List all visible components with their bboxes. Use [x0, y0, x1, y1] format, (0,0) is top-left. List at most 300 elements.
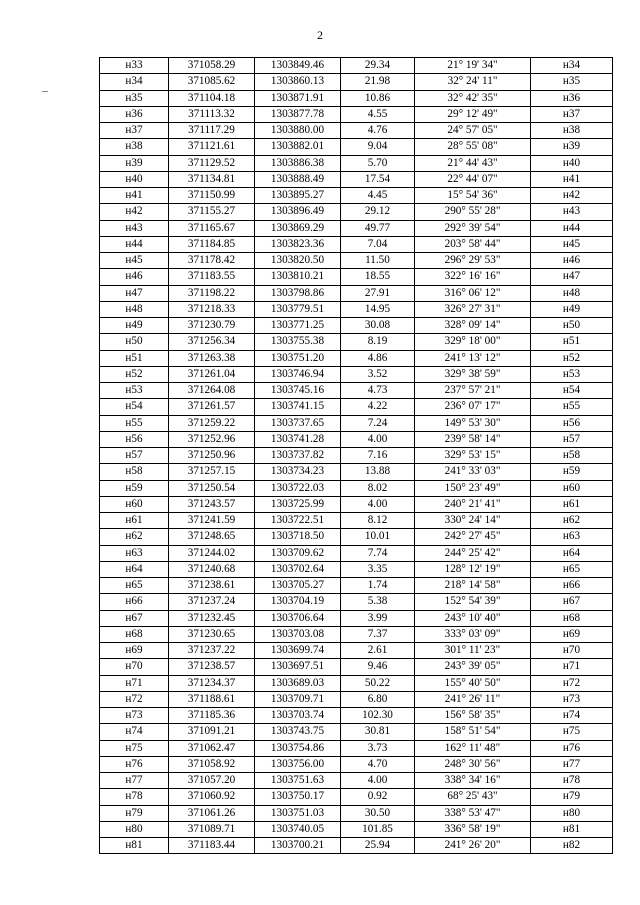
point-from-cell: н35: [100, 90, 169, 106]
y-coordinate-cell: 1303754.86: [255, 740, 341, 756]
point-from-cell: н60: [100, 496, 169, 512]
point-to-cell: н43: [531, 204, 613, 220]
bearing-cell: 241° 26' 11": [415, 691, 531, 707]
x-coordinate-cell: 371134.81: [169, 171, 255, 187]
point-to-cell: н60: [531, 480, 613, 496]
x-coordinate-cell: 371185.36: [169, 708, 255, 724]
x-coordinate-cell: 371230.65: [169, 626, 255, 642]
distance-cell: 4.76: [341, 123, 415, 139]
bearing-cell: 21° 19' 34": [415, 58, 531, 74]
bearing-cell: 292° 39' 54": [415, 220, 531, 236]
point-to-cell: н51: [531, 334, 613, 350]
distance-cell: 6.80: [341, 691, 415, 707]
distance-cell: 13.88: [341, 464, 415, 480]
bearing-cell: 329° 53' 15": [415, 448, 531, 464]
point-to-cell: н69: [531, 626, 613, 642]
y-coordinate-cell: 1303722.03: [255, 480, 341, 496]
point-from-cell: н54: [100, 399, 169, 415]
distance-cell: 18.55: [341, 269, 415, 285]
bearing-cell: 28° 55' 08": [415, 139, 531, 155]
point-from-cell: н63: [100, 545, 169, 561]
y-coordinate-cell: 1303740.05: [255, 821, 341, 837]
table-row: [100, 399, 613, 415]
distance-cell: 4.00: [341, 431, 415, 447]
point-to-cell: н80: [531, 805, 613, 821]
point-from-cell: н70: [100, 659, 169, 675]
distance-cell: 10.01: [341, 529, 415, 545]
point-to-cell: н52: [531, 350, 613, 366]
point-from-cell: н66: [100, 594, 169, 610]
point-from-cell: н33: [100, 58, 169, 74]
table-row: [100, 123, 613, 139]
x-coordinate-cell: 371104.18: [169, 90, 255, 106]
y-coordinate-cell: 1303771.25: [255, 318, 341, 334]
x-coordinate-cell: 371150.99: [169, 188, 255, 204]
point-to-cell: н41: [531, 171, 613, 187]
y-coordinate-cell: 1303699.74: [255, 643, 341, 659]
point-to-cell: н63: [531, 529, 613, 545]
bearing-cell: 296° 29' 53": [415, 253, 531, 269]
bearing-cell: 338° 53' 47": [415, 805, 531, 821]
bearing-cell: 237° 57' 21": [415, 383, 531, 399]
point-from-cell: н43: [100, 220, 169, 236]
distance-cell: 25.94: [341, 838, 415, 854]
table-row: [100, 659, 613, 675]
point-to-cell: н73: [531, 691, 613, 707]
table-row: [100, 220, 613, 236]
distance-cell: 7.04: [341, 236, 415, 252]
y-coordinate-cell: 1303751.63: [255, 773, 341, 789]
bearing-cell: 244° 25' 42": [415, 545, 531, 561]
x-coordinate-cell: 371183.55: [169, 269, 255, 285]
point-to-cell: н56: [531, 415, 613, 431]
distance-cell: 10.86: [341, 90, 415, 106]
distance-cell: 17.54: [341, 171, 415, 187]
x-coordinate-cell: 371257.15: [169, 464, 255, 480]
y-coordinate-cell: 1303755.38: [255, 334, 341, 350]
point-to-cell: н67: [531, 594, 613, 610]
y-coordinate-cell: 1303756.00: [255, 756, 341, 772]
x-coordinate-cell: 371089.71: [169, 821, 255, 837]
x-coordinate-cell: 371117.29: [169, 123, 255, 139]
point-to-cell: н72: [531, 675, 613, 691]
y-coordinate-cell: 1303700.21: [255, 838, 341, 854]
point-from-cell: н80: [100, 821, 169, 837]
table-row: [100, 106, 613, 122]
distance-cell: 14.95: [341, 301, 415, 317]
y-coordinate-cell: 1303820.50: [255, 253, 341, 269]
y-coordinate-cell: 1303741.15: [255, 399, 341, 415]
x-coordinate-cell: 371237.24: [169, 594, 255, 610]
point-from-cell: н47: [100, 285, 169, 301]
bearing-cell: 21° 44' 43": [415, 155, 531, 171]
bearing-cell: 241° 13' 12": [415, 350, 531, 366]
distance-cell: 5.70: [341, 155, 415, 171]
margin-mark: [42, 91, 48, 92]
y-coordinate-cell: 1303896.49: [255, 204, 341, 220]
table-row: [100, 171, 613, 187]
table-row: [100, 691, 613, 707]
bearing-cell: 29° 12' 49": [415, 106, 531, 122]
bearing-cell: 329° 18' 00": [415, 334, 531, 350]
distance-cell: 9.04: [341, 139, 415, 155]
point-to-cell: н76: [531, 740, 613, 756]
bearing-cell: 333° 03' 09": [415, 626, 531, 642]
x-coordinate-cell: 371234.37: [169, 675, 255, 691]
point-to-cell: н68: [531, 610, 613, 626]
x-coordinate-cell: 371121.61: [169, 139, 255, 155]
point-to-cell: н65: [531, 561, 613, 577]
bearing-cell: 149° 53' 30": [415, 415, 531, 431]
x-coordinate-cell: 371091.21: [169, 724, 255, 740]
bearing-cell: 239° 58' 14": [415, 431, 531, 447]
point-to-cell: н48: [531, 285, 613, 301]
table-row: [100, 626, 613, 642]
y-coordinate-cell: 1303750.17: [255, 789, 341, 805]
distance-cell: 3.73: [341, 740, 415, 756]
point-from-cell: н77: [100, 773, 169, 789]
distance-cell: 21.98: [341, 74, 415, 90]
x-coordinate-cell: 371243.57: [169, 496, 255, 512]
point-to-cell: н53: [531, 366, 613, 382]
point-to-cell: н78: [531, 773, 613, 789]
bearing-cell: 155° 40' 50": [415, 675, 531, 691]
table-row: [100, 74, 613, 90]
point-to-cell: н37: [531, 106, 613, 122]
distance-cell: 8.12: [341, 513, 415, 529]
distance-cell: 29.34: [341, 58, 415, 74]
x-coordinate-cell: 371240.68: [169, 561, 255, 577]
x-coordinate-cell: 371060.92: [169, 789, 255, 805]
x-coordinate-cell: 371165.67: [169, 220, 255, 236]
point-to-cell: н38: [531, 123, 613, 139]
y-coordinate-cell: 1303823.36: [255, 236, 341, 252]
point-from-cell: н36: [100, 106, 169, 122]
distance-cell: 3.52: [341, 366, 415, 382]
point-from-cell: н67: [100, 610, 169, 626]
x-coordinate-cell: 371058.92: [169, 756, 255, 772]
point-to-cell: н64: [531, 545, 613, 561]
x-coordinate-cell: 371061.26: [169, 805, 255, 821]
point-from-cell: н75: [100, 740, 169, 756]
y-coordinate-cell: 1303779.51: [255, 301, 341, 317]
distance-cell: 4.45: [341, 188, 415, 204]
point-to-cell: н79: [531, 789, 613, 805]
point-to-cell: н71: [531, 659, 613, 675]
bearing-cell: 241° 26' 20": [415, 838, 531, 854]
table-row: [100, 236, 613, 252]
distance-cell: 30.81: [341, 724, 415, 740]
y-coordinate-cell: 1303746.94: [255, 366, 341, 382]
y-coordinate-cell: 1303689.03: [255, 675, 341, 691]
point-from-cell: н55: [100, 415, 169, 431]
bearing-cell: 243° 10' 40": [415, 610, 531, 626]
distance-cell: 50.22: [341, 675, 415, 691]
y-coordinate-cell: 1303706.64: [255, 610, 341, 626]
x-coordinate-cell: 371250.54: [169, 480, 255, 496]
y-coordinate-cell: 1303882.01: [255, 139, 341, 155]
point-from-cell: н78: [100, 789, 169, 805]
point-from-cell: н58: [100, 464, 169, 480]
table-row: [100, 610, 613, 626]
point-from-cell: н57: [100, 448, 169, 464]
point-to-cell: н55: [531, 399, 613, 415]
table-row: [100, 204, 613, 220]
y-coordinate-cell: 1303722.51: [255, 513, 341, 529]
x-coordinate-cell: 371256.34: [169, 334, 255, 350]
x-coordinate-cell: 371062.47: [169, 740, 255, 756]
table-row: [100, 789, 613, 805]
table-row: [100, 269, 613, 285]
x-coordinate-cell: 371248.65: [169, 529, 255, 545]
point-to-cell: н45: [531, 236, 613, 252]
table-row: [100, 529, 613, 545]
y-coordinate-cell: 1303718.50: [255, 529, 341, 545]
distance-cell: 3.35: [341, 561, 415, 577]
distance-cell: 4.86: [341, 350, 415, 366]
distance-cell: 11.50: [341, 253, 415, 269]
y-coordinate-cell: 1303886.38: [255, 155, 341, 171]
point-to-cell: н44: [531, 220, 613, 236]
bearing-cell: 203° 58' 44": [415, 236, 531, 252]
table-row: [100, 724, 613, 740]
table-row: [100, 756, 613, 772]
y-coordinate-cell: 1303705.27: [255, 578, 341, 594]
point-to-cell: н57: [531, 431, 613, 447]
table-row: [100, 708, 613, 724]
point-to-cell: н82: [531, 838, 613, 854]
distance-cell: 5.38: [341, 594, 415, 610]
point-from-cell: н45: [100, 253, 169, 269]
point-to-cell: н75: [531, 724, 613, 740]
point-to-cell: н81: [531, 821, 613, 837]
distance-cell: 8.19: [341, 334, 415, 350]
distance-cell: 4.22: [341, 399, 415, 415]
table-row: [100, 90, 613, 106]
y-coordinate-cell: 1303745.16: [255, 383, 341, 399]
point-to-cell: н74: [531, 708, 613, 724]
table-row: [100, 838, 613, 854]
point-from-cell: н44: [100, 236, 169, 252]
distance-cell: 4.55: [341, 106, 415, 122]
point-to-cell: н39: [531, 139, 613, 155]
x-coordinate-cell: 371198.22: [169, 285, 255, 301]
table-row: [100, 448, 613, 464]
bearing-cell: 326° 27' 31": [415, 301, 531, 317]
page-number: 2: [317, 28, 323, 42]
x-coordinate-cell: 371188.61: [169, 691, 255, 707]
distance-cell: 101.85: [341, 821, 415, 837]
distance-cell: 4.00: [341, 496, 415, 512]
bearing-cell: 162° 11' 48": [415, 740, 531, 756]
distance-cell: 9.46: [341, 659, 415, 675]
point-to-cell: н35: [531, 74, 613, 90]
x-coordinate-cell: 371184.85: [169, 236, 255, 252]
y-coordinate-cell: 1303734.23: [255, 464, 341, 480]
point-from-cell: н61: [100, 513, 169, 529]
y-coordinate-cell: 1303751.03: [255, 805, 341, 821]
distance-cell: 1.74: [341, 578, 415, 594]
bearing-cell: 218° 14' 58": [415, 578, 531, 594]
x-coordinate-cell: 371230.79: [169, 318, 255, 334]
y-coordinate-cell: 1303880.00: [255, 123, 341, 139]
point-to-cell: н61: [531, 496, 613, 512]
distance-cell: 3.99: [341, 610, 415, 626]
bearing-cell: 322° 16' 16": [415, 269, 531, 285]
table-row: [100, 513, 613, 529]
y-coordinate-cell: 1303877.78: [255, 106, 341, 122]
bearing-cell: 24° 57' 05": [415, 123, 531, 139]
table-row: [100, 285, 613, 301]
point-from-cell: н65: [100, 578, 169, 594]
y-coordinate-cell: 1303849.46: [255, 58, 341, 74]
distance-cell: 7.74: [341, 545, 415, 561]
distance-cell: 49.77: [341, 220, 415, 236]
table-row: [100, 350, 613, 366]
x-coordinate-cell: 371183.44: [169, 838, 255, 854]
table-row: [100, 773, 613, 789]
table-row: [100, 383, 613, 399]
x-coordinate-cell: 371261.57: [169, 399, 255, 415]
y-coordinate-cell: 1303704.19: [255, 594, 341, 610]
point-from-cell: н79: [100, 805, 169, 821]
table-row: [100, 805, 613, 821]
x-coordinate-cell: 371244.02: [169, 545, 255, 561]
point-to-cell: н50: [531, 318, 613, 334]
point-to-cell: н62: [531, 513, 613, 529]
table-row: [100, 334, 613, 350]
y-coordinate-cell: 1303751.20: [255, 350, 341, 366]
x-coordinate-cell: 371237.22: [169, 643, 255, 659]
point-from-cell: н62: [100, 529, 169, 545]
bearing-cell: 241° 33' 03": [415, 464, 531, 480]
point-to-cell: н66: [531, 578, 613, 594]
point-to-cell: н59: [531, 464, 613, 480]
y-coordinate-cell: 1303737.65: [255, 415, 341, 431]
distance-cell: 7.37: [341, 626, 415, 642]
x-coordinate-cell: 371259.22: [169, 415, 255, 431]
point-from-cell: н53: [100, 383, 169, 399]
bearing-cell: 128° 12' 19": [415, 561, 531, 577]
y-coordinate-cell: 1303741.28: [255, 431, 341, 447]
distance-cell: 27.91: [341, 285, 415, 301]
distance-cell: 102.30: [341, 708, 415, 724]
x-coordinate-cell: 371113.32: [169, 106, 255, 122]
point-from-cell: н81: [100, 838, 169, 854]
y-coordinate-cell: 1303702.64: [255, 561, 341, 577]
bearing-cell: 32° 42' 35": [415, 90, 531, 106]
point-from-cell: н73: [100, 708, 169, 724]
x-coordinate-cell: 371057.20: [169, 773, 255, 789]
point-to-cell: н49: [531, 301, 613, 317]
bearing-cell: 336° 58' 19": [415, 821, 531, 837]
table-row: [100, 464, 613, 480]
table-row: [100, 301, 613, 317]
bearing-cell: 316° 06' 12": [415, 285, 531, 301]
table-row: [100, 431, 613, 447]
y-coordinate-cell: 1303895.27: [255, 188, 341, 204]
table-row: [100, 545, 613, 561]
y-coordinate-cell: 1303888.49: [255, 171, 341, 187]
table-row: [100, 561, 613, 577]
point-to-cell: н36: [531, 90, 613, 106]
y-coordinate-cell: 1303697.51: [255, 659, 341, 675]
bearing-cell: 158° 51' 54": [415, 724, 531, 740]
y-coordinate-cell: 1303860.13: [255, 74, 341, 90]
y-coordinate-cell: 1303871.91: [255, 90, 341, 106]
y-coordinate-cell: 1303737.82: [255, 448, 341, 464]
distance-cell: 30.08: [341, 318, 415, 334]
point-from-cell: н52: [100, 366, 169, 382]
table-row: [100, 188, 613, 204]
point-from-cell: н71: [100, 675, 169, 691]
distance-cell: 7.16: [341, 448, 415, 464]
x-coordinate-cell: 371058.29: [169, 58, 255, 74]
bearing-cell: 152° 54' 39": [415, 594, 531, 610]
bearing-cell: 329° 38' 59": [415, 366, 531, 382]
point-from-cell: н34: [100, 74, 169, 90]
table-row: [100, 58, 613, 74]
point-to-cell: н47: [531, 269, 613, 285]
point-to-cell: н54: [531, 383, 613, 399]
point-from-cell: н40: [100, 171, 169, 187]
point-to-cell: н77: [531, 756, 613, 772]
point-from-cell: н49: [100, 318, 169, 334]
x-coordinate-cell: 371155.27: [169, 204, 255, 220]
point-to-cell: н46: [531, 253, 613, 269]
bearing-cell: 330° 24' 14": [415, 513, 531, 529]
x-coordinate-cell: 371129.52: [169, 155, 255, 171]
bearing-cell: 243° 39' 05": [415, 659, 531, 675]
y-coordinate-cell: 1303725.99: [255, 496, 341, 512]
bearing-cell: 240° 21' 41": [415, 496, 531, 512]
point-to-cell: н42: [531, 188, 613, 204]
bearing-cell: 32° 24' 11": [415, 74, 531, 90]
y-coordinate-cell: 1303743.75: [255, 724, 341, 740]
point-from-cell: н56: [100, 431, 169, 447]
y-coordinate-cell: 1303703.08: [255, 626, 341, 642]
x-coordinate-cell: 371218.33: [169, 301, 255, 317]
distance-cell: 4.00: [341, 773, 415, 789]
table-row: [100, 415, 613, 431]
x-coordinate-cell: 371238.57: [169, 659, 255, 675]
bearing-cell: 15° 54' 36": [415, 188, 531, 204]
bearing-cell: 68° 25' 43": [415, 789, 531, 805]
point-to-cell: н58: [531, 448, 613, 464]
x-coordinate-cell: 371241.59: [169, 513, 255, 529]
point-from-cell: н37: [100, 123, 169, 139]
y-coordinate-cell: 1303810.21: [255, 269, 341, 285]
x-coordinate-cell: 371263.38: [169, 350, 255, 366]
bearing-cell: 338° 34' 16": [415, 773, 531, 789]
y-coordinate-cell: 1303709.71: [255, 691, 341, 707]
table-row: [100, 821, 613, 837]
point-from-cell: н39: [100, 155, 169, 171]
point-from-cell: н46: [100, 269, 169, 285]
table-row: [100, 155, 613, 171]
x-coordinate-cell: 371252.96: [169, 431, 255, 447]
y-coordinate-cell: 1303703.74: [255, 708, 341, 724]
bearing-cell: 301° 11' 23": [415, 643, 531, 659]
bearing-cell: 150° 23' 49": [415, 480, 531, 496]
point-from-cell: н64: [100, 561, 169, 577]
point-to-cell: н40: [531, 155, 613, 171]
table-row: [100, 740, 613, 756]
x-coordinate-cell: 371250.96: [169, 448, 255, 464]
bearing-cell: 290° 55' 28": [415, 204, 531, 220]
point-from-cell: н51: [100, 350, 169, 366]
distance-cell: 4.73: [341, 383, 415, 399]
